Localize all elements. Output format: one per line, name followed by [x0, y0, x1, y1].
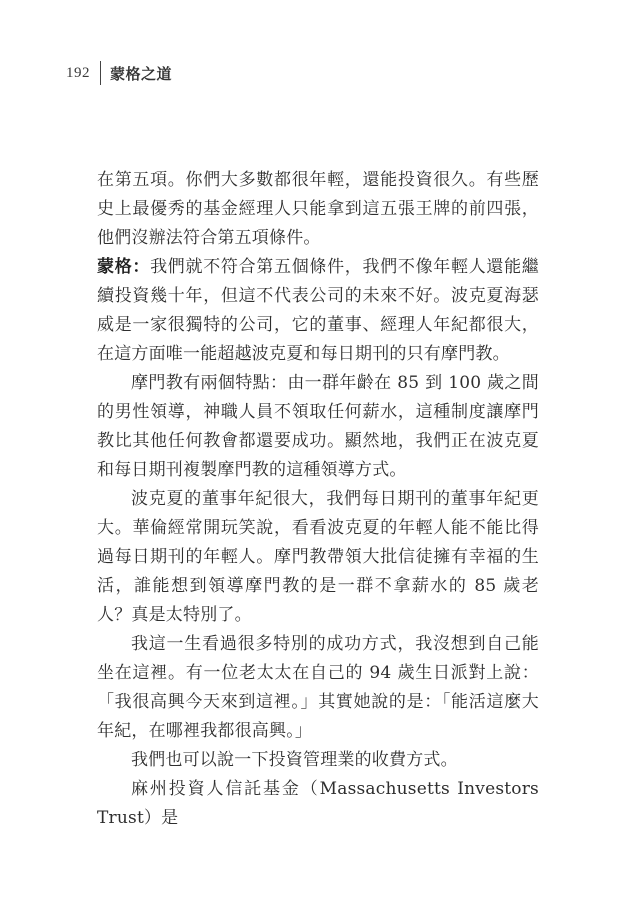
paragraph-text: 我們也可以說一下投資管理業的收費方式。 [131, 750, 458, 770]
speaker-label: 蒙格： [97, 257, 151, 277]
paragraph-6 [97, 746, 539, 775]
paragraph-5 [97, 630, 539, 746]
paragraph-text: 在第五項。你們大多數都很年輕，還能投資很久。有些歷史上最優秀的基金經理人只能拿到這五張王牌的前四張，他們沒辦法符合第五項條件。 [97, 170, 539, 248]
paragraph-text: 我這一生看過很多特別的成功方式，我沒想到自己能坐在這裡。有一位老太太在自己的 94 歲生日派對上說：「我很高興今天來到這裡。」其實她說的是：「能活這麼大年紀，在哪裡我都很高興。」 [97, 634, 539, 741]
paragraph-text: 摩門教有兩個特點：由一群年齡在 85 到 100 歲之間的男性領導，神職人員不領取任何薪水，這種制度讓摩門教比其他任何教會都還要成功。顯然地，我們正在波克夏和每日期刊複製摩門教的這種領導方式。 [97, 373, 539, 480]
paragraph-3 [97, 369, 539, 485]
paragraph-text: 麻州投資人信託基金（Massachusetts Investors Trust）是 [97, 779, 539, 828]
body-text [97, 166, 539, 833]
header-divider [100, 61, 101, 85]
paragraph-4 [97, 485, 539, 630]
paragraph-1 [97, 166, 539, 253]
paragraph-text: 我們就不符合第五個條件，我們不像年輕人還能繼續投資幾十年，但這不代表公司的未來不好。波克夏海瑟威是一家很獨特的公司，它的董事、經理人年紀都很大，在這方面唯一能超越波克夏和每日期刊的只有摩門教。 [97, 257, 539, 364]
book-title: 蒙格之道 [110, 64, 173, 83]
paragraph-text: 波克夏的董事年紀很大，我們每日期刊的董事年紀更大。華倫經常開玩笑說，看看波克夏的年輕人能不能比得過每日期刊的年輕人。摩門教帶領大批信徒擁有幸福的生活，誰能想到領導摩門教的是一群不拿薪水的 85 歲老人？真是太特別了。 [97, 489, 539, 625]
page-number: 192 [66, 64, 90, 81]
paragraph-2 [97, 253, 539, 369]
running-header [66, 60, 172, 86]
paragraph-7 [97, 775, 539, 833]
